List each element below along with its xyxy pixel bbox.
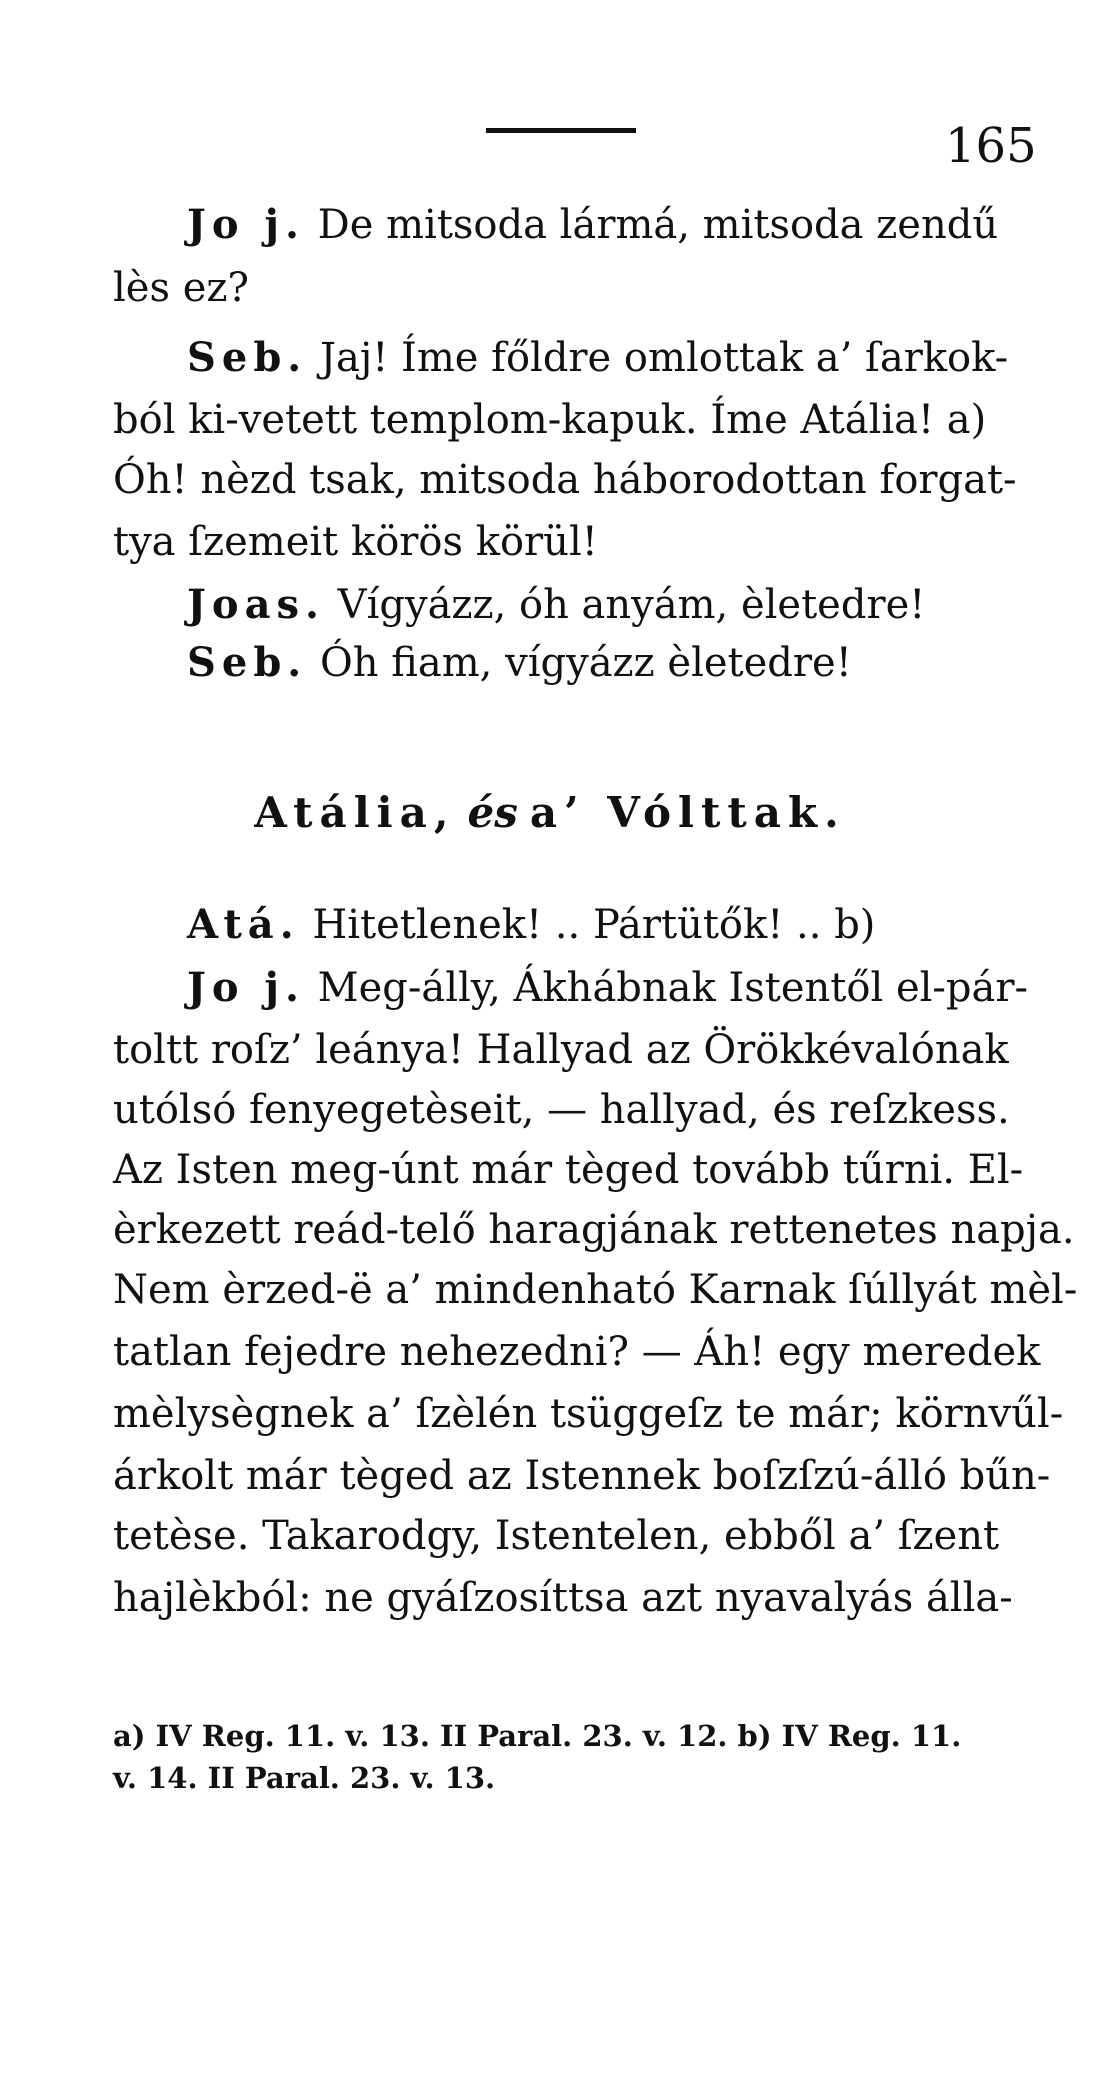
heading-name: Atália, [254,788,456,837]
text-line [0,1391,1100,1437]
text-line [0,581,1100,628]
line-text: árkolt már tèged az Istennek boſzſzú-álló bűn- [113,1453,1051,1499]
header-rule [486,128,636,133]
text-line [0,1513,1100,1559]
speaker-name: Joas. [187,581,325,628]
text-line [0,1207,1100,1253]
text-line [0,265,1100,311]
text-line [0,1575,1100,1621]
heading-conjunction: és [467,788,518,837]
line-text: tatlan fejedre nehezedni? — Áh! egy meredek [113,1329,1041,1375]
text-line [0,1453,1100,1499]
text-line [0,964,1100,1011]
line-text: Az Isten meg-únt már tèged tovább tűrni. El- [113,1147,1024,1193]
speaker-name: Atá. [187,901,300,948]
text-line [0,1027,1100,1073]
speaker-name: Seb. [187,334,308,381]
speaker-name: Jo j. [187,964,305,1011]
heading-rest: a’ Vólttak. [529,788,846,837]
line-text: Óh! nèzd tsak, mitsoda háborodottan forgat- [113,457,1017,503]
text-line [0,334,1100,381]
line-text: Hitetlenek! .. Pártütők! .. b) [299,902,876,948]
speaker-name: Seb. [187,639,308,686]
text-line [0,519,1100,565]
text-line [0,457,1100,503]
footnote-text: v. 14. II Paral. 23. v. 13. [113,1761,496,1795]
line-text: mèlysègnek a’ ſzèlén tsüggeſz te már; körnvűl- [113,1391,1064,1437]
line-text: ból ki-vetett templom-kapuk. Íme Atália! a) [113,397,987,443]
line-text: toltt roſz’ leánya! Hallyad az Örökkévalónak [113,1027,1009,1073]
line-text: hajlèkból: ne gyáſzosíttsa azt nyavalyás álla- [113,1575,1013,1621]
text-line [0,397,1100,443]
text-line [0,1329,1100,1375]
text-line [0,201,1100,248]
footnote-text: a) IV Reg. 11. v. 13. II Paral. 23. v. 12. b) IV Reg. 11. [113,1719,962,1753]
text-line [0,1267,1100,1313]
line-text: lès ez? [113,265,249,311]
text-line [0,1087,1100,1133]
speaker-name: Jo j. [187,201,305,248]
footnote-line [0,1719,1100,1753]
line-text: utólsó fenyegetèseit, — hallyad, és reſzkess. [113,1087,1010,1133]
line-text: De mitsoda lármá, mitsoda zendű [304,202,999,248]
text-line [0,639,1100,686]
line-text: Nem èrzed-ë a’ mindenható Karnak ſúllyát mèl- [113,1267,1078,1313]
line-text: Meg-álly, Ákhábnak Istentől el-pár- [304,965,1029,1011]
line-text: tya ſzemeit körös körül! [113,519,598,565]
line-text: Óh fiam, vígyázz èletedre! [307,640,852,686]
footnote-line [0,1761,1100,1795]
scene-heading [0,788,1100,837]
line-text: èrkezett reád-telő haragjának rettenetes napja. [113,1207,1075,1253]
text-line [0,1147,1100,1193]
line-text: Jaj! Íme főldre omlottak a’ ſarkok- [307,335,1009,381]
line-text: tetèse. Takarodgy, Istentelen, ebből a’ ſzent [113,1513,1000,1559]
line-text: Vígyázz, óh anyám, èletedre! [324,582,926,628]
page-number: 165 [945,118,1037,174]
text-line [0,901,1100,948]
